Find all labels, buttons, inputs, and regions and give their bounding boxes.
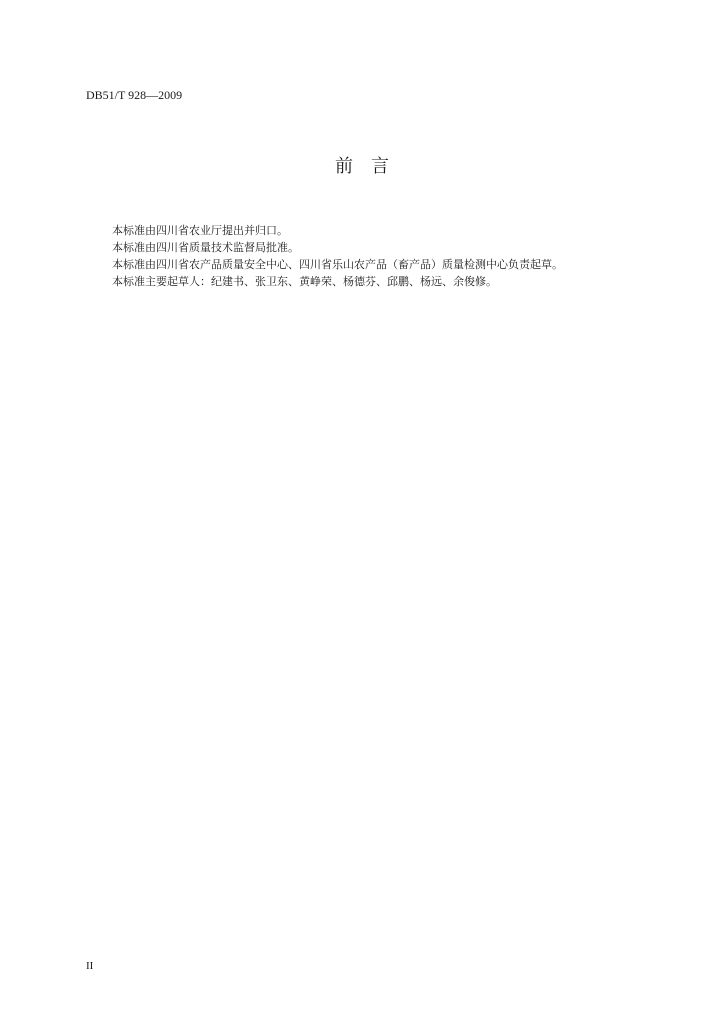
page-number: II bbox=[86, 960, 94, 972]
paragraph-approver: 本标准由四川省质量技术监督局批准。 bbox=[112, 241, 299, 254]
document-code: DB51/T 928—2009 bbox=[86, 88, 183, 102]
paragraph-drafting-units: 本标准由四川省农产品质量安全中心、四川省乐山农产品（畜产品）质量检测中心负责起草。 bbox=[112, 258, 563, 271]
section-title: 前 言 bbox=[335, 156, 389, 177]
paragraph-drafters: 本标准主要起草人：纪建书、张卫东、黄峥荣、杨德芬、邱鹏、杨远、余俊修。 bbox=[112, 275, 497, 288]
paragraph-proposer: 本标准由四川省农业厅提出并归口。 bbox=[112, 224, 288, 237]
foreword-body bbox=[112, 222, 672, 290]
